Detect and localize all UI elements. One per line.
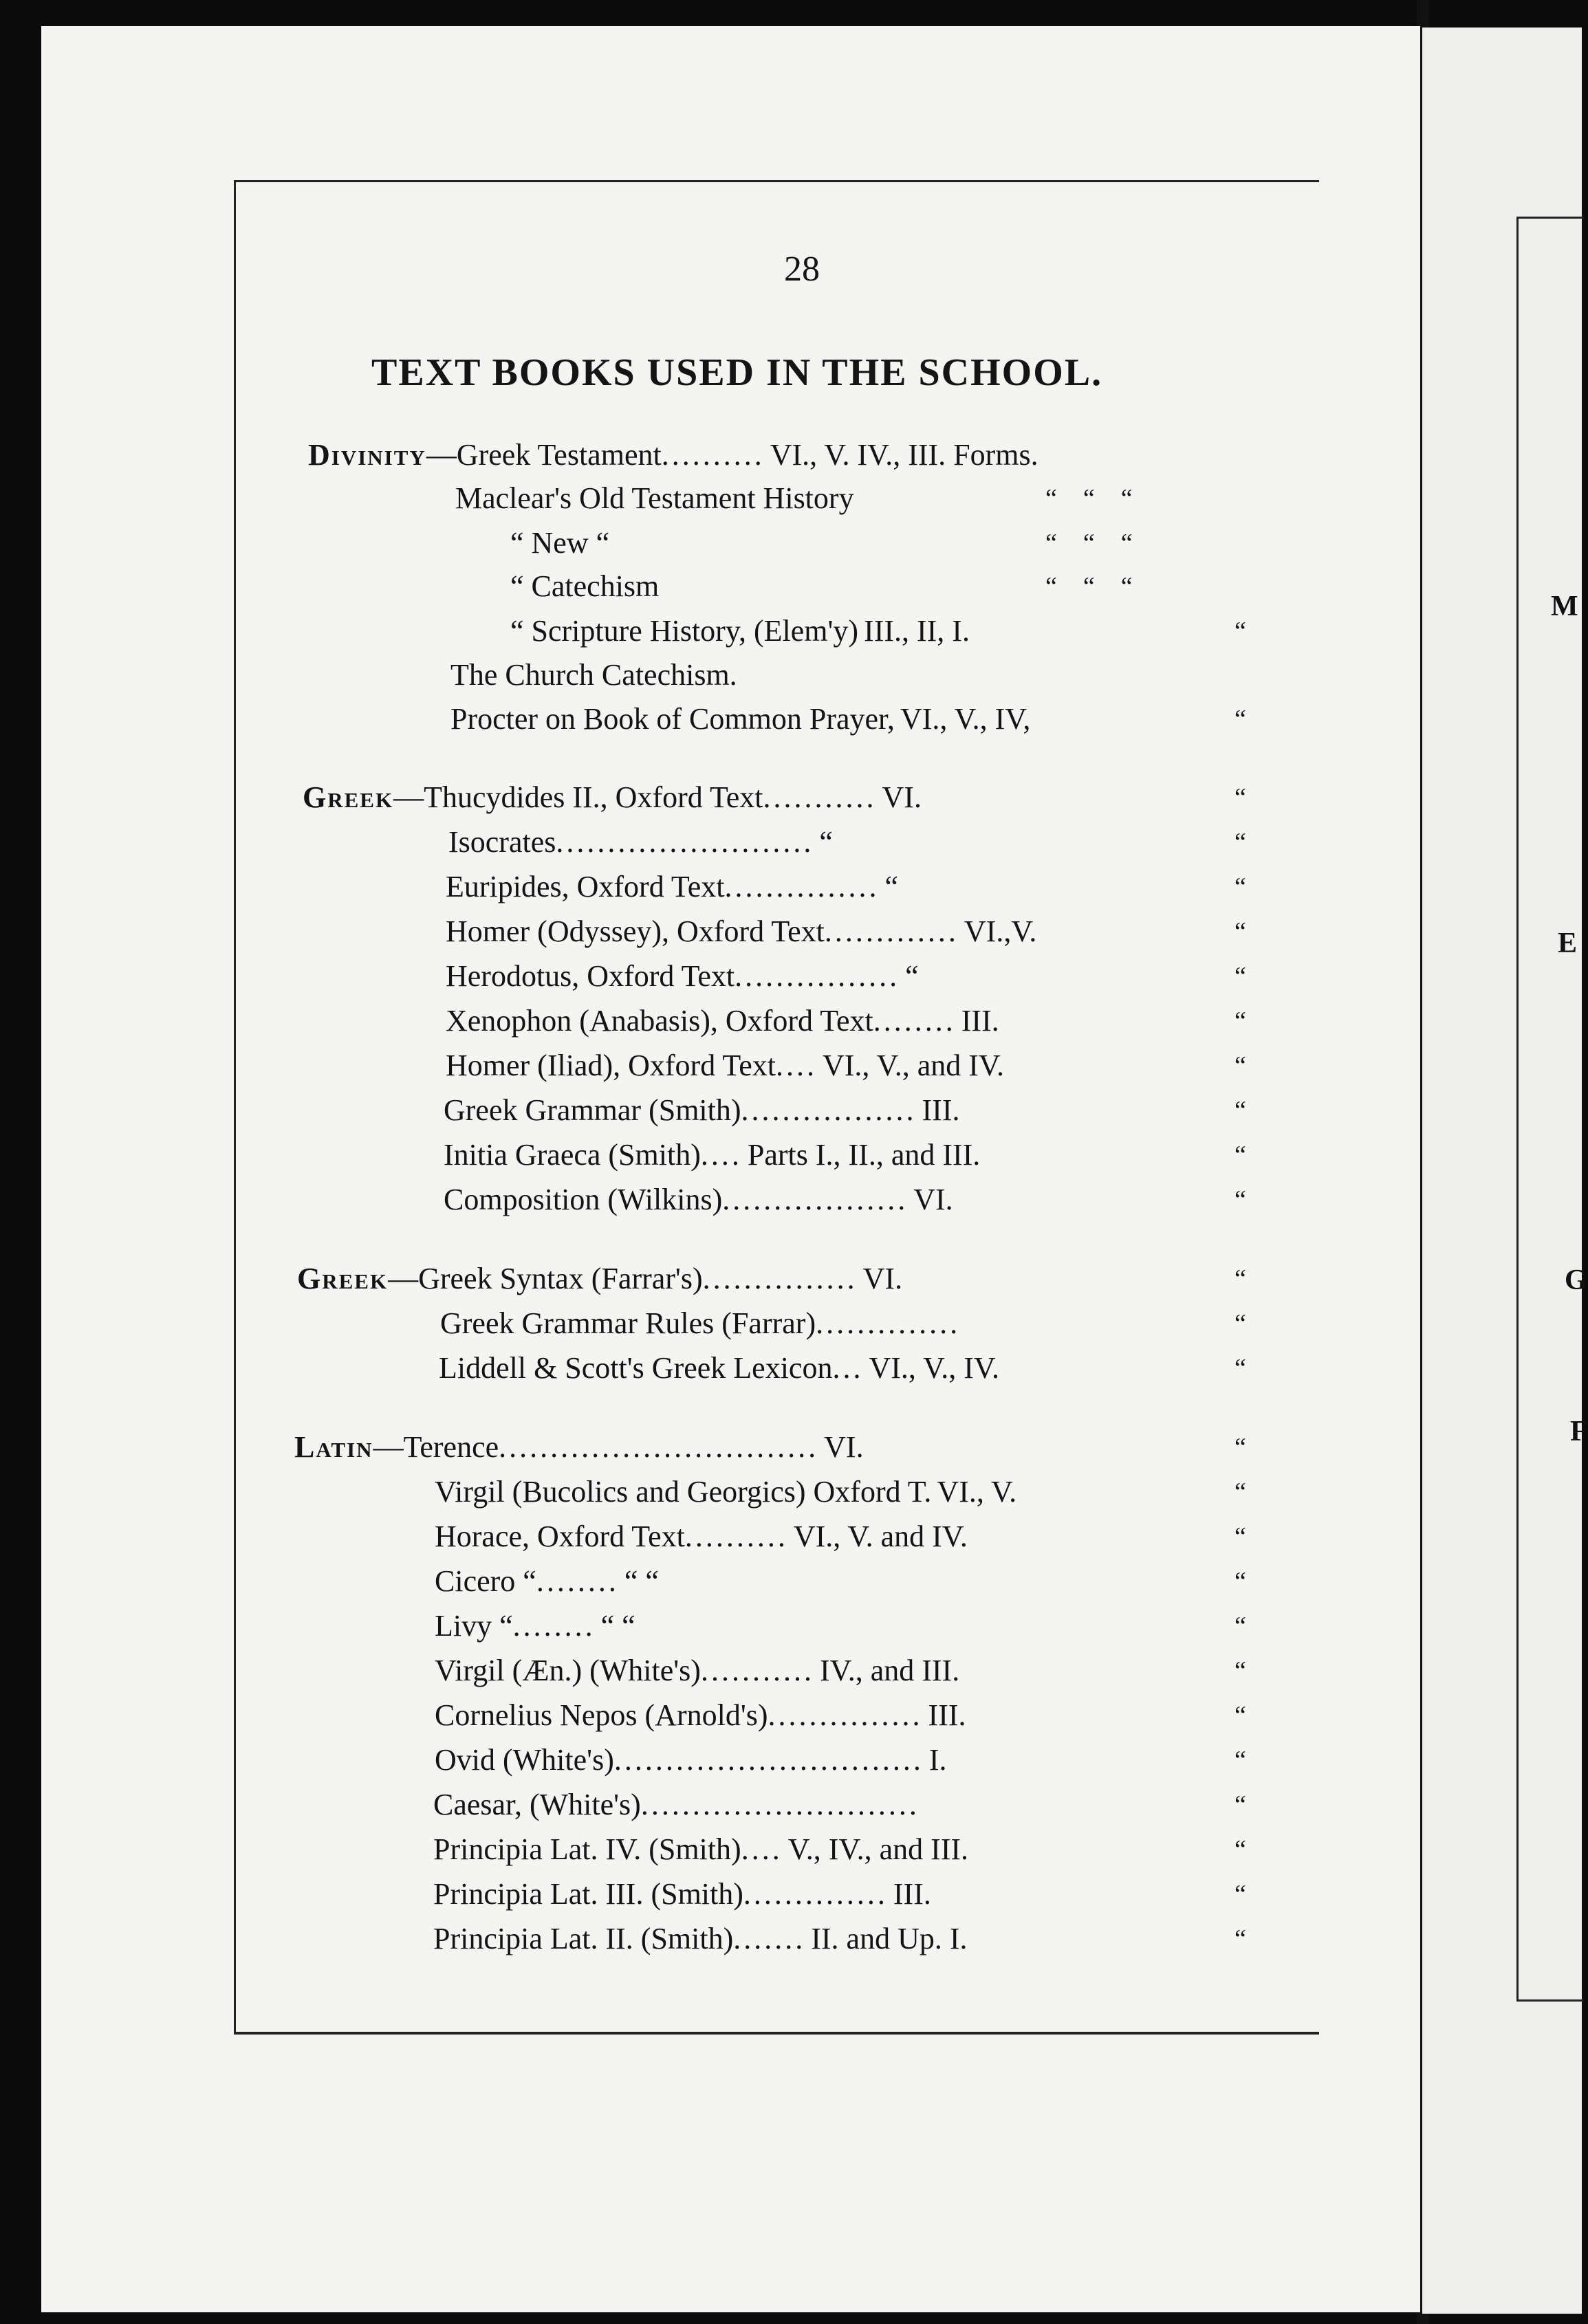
subject-separator: — (426, 438, 457, 472)
forms-used: VI., V. (937, 1475, 1017, 1509)
textbook-entry (435, 1650, 959, 1691)
book-title: Livy “ (435, 1609, 513, 1643)
book-title: Herodotus, Oxford Text (446, 959, 735, 993)
forms-used: “ (884, 870, 899, 903)
textbook-entry (297, 1258, 902, 1300)
forms-used: “ “ (600, 1609, 635, 1643)
forms-used: III. (961, 1004, 999, 1038)
forms-used: II. and Up. I. (811, 1922, 968, 1955)
book-title: Horace, Oxford Text (435, 1520, 685, 1553)
ditto-marks: “ (1234, 1096, 1246, 1125)
right-page-letter: E (1558, 928, 1578, 959)
textbook-entry (450, 699, 1030, 740)
forms-used: IV., and III. (819, 1654, 960, 1687)
page-number: 28 (784, 250, 820, 289)
leader-dots: .......... (684, 1520, 788, 1553)
subject-label: Divinity (308, 438, 426, 472)
leader-dots: ............. (824, 914, 959, 948)
textbook-entry (433, 1829, 968, 1870)
textbook-entry (446, 911, 1036, 952)
forms-used: I. (928, 1743, 947, 1777)
ditto-marks: “ (1234, 1835, 1246, 1864)
forms-used: “ (819, 825, 833, 859)
ditto-marks: “ (1234, 1612, 1246, 1641)
textbook-entry (440, 1303, 960, 1344)
book-title: Greek Testament (456, 438, 662, 472)
ditto-marks: “ (1234, 917, 1246, 946)
book-title: Principia Lat. IV. (Smith) (433, 1832, 741, 1866)
forms-used: Parts I., II., and III. (747, 1138, 981, 1172)
forms-used: VI. (913, 1183, 953, 1216)
leader-dots: ............... (768, 1698, 923, 1732)
book-title: Xenophon (Anabasis), Oxford Text (446, 1004, 873, 1038)
leader-dots: .............. (743, 1877, 888, 1911)
forms-used: VI. (862, 1262, 903, 1295)
leader-dots: ........ (512, 1609, 596, 1643)
book-title: “ Scripture History, (Elem'y) (510, 614, 859, 648)
forms-used: VI., V. IV., III. Forms. (770, 438, 1038, 472)
subject-separator: — (388, 1262, 419, 1295)
textbook-entry (444, 1090, 960, 1131)
subject-separator: — (373, 1430, 404, 1464)
book-title: Cicero “ (435, 1564, 536, 1598)
textbook-entry (435, 1695, 966, 1736)
right-page-letter: F (1570, 1416, 1588, 1447)
book-title: Greek Grammar Rules (Farrar) (440, 1306, 816, 1340)
ditto-marks: “ (1234, 1354, 1246, 1383)
textbook-entry (435, 1740, 947, 1781)
leader-dots: ................ (735, 959, 900, 993)
book-title: Virgil (Bucolics and Georgics) Oxford T. (435, 1475, 932, 1509)
leader-dots: .................. (722, 1183, 909, 1216)
ditto-marks: “ (1234, 1522, 1246, 1551)
book-title: Composition (Wilkins) (444, 1183, 723, 1216)
leader-dots: .... (775, 1049, 817, 1082)
book-title: “ New “ (510, 526, 610, 560)
book-title: Ovid (White's) (435, 1743, 614, 1777)
book-title: Homer (Iliad), Oxford Text (446, 1049, 776, 1082)
textbook-entry (510, 566, 659, 607)
leader-dots: ................. (741, 1093, 917, 1127)
leader-dots: .......... (661, 438, 765, 472)
ditto-marks: “ (1234, 705, 1246, 734)
textbook-entry (294, 1427, 864, 1468)
textbook-entry (433, 1918, 968, 1960)
book-title: Principia Lat. II. (Smith) (433, 1922, 734, 1955)
ditto-marks: “ “ “ (1045, 572, 1133, 601)
book-title: Caesar, (White's) (433, 1788, 641, 1821)
textbook-entry (446, 956, 919, 997)
ditto-marks: “ (1234, 962, 1246, 991)
forms-used: VI., V., and IV. (822, 1049, 1004, 1082)
book-title: Euripides, Oxford Text (446, 870, 725, 903)
leader-dots: ............... (724, 870, 880, 903)
leader-dots: ........... (763, 780, 877, 814)
ditto-marks: “ (1234, 617, 1246, 646)
ditto-marks: “ (1234, 828, 1246, 857)
textbook-entry (435, 1561, 659, 1602)
leader-dots: ........................... (640, 1788, 920, 1821)
textbook-entry (446, 866, 898, 908)
leader-dots: ........ (873, 1004, 956, 1038)
leader-dots: ......................... (556, 825, 814, 859)
forms-used: VI. (824, 1430, 864, 1464)
ditto-marks: “ (1234, 873, 1246, 901)
book-title: Maclear's Old Testament History (455, 481, 854, 515)
book-title: “ Catechism (510, 569, 660, 603)
leader-dots: ....... (733, 1922, 806, 1955)
book-title: Greek Grammar (Smith) (444, 1093, 741, 1127)
forms-used: VI.,V. (964, 914, 1037, 948)
leader-dots: .............. (816, 1306, 961, 1340)
textbook-entry (435, 1605, 635, 1647)
book-title: Procter on Book of Common Prayer, (450, 702, 895, 736)
ditto-marks: “ (1234, 1051, 1246, 1080)
book-title: Greek Syntax (Farrar's) (418, 1262, 703, 1295)
textbook-entry (439, 1348, 999, 1389)
forms-used: III. (893, 1877, 931, 1911)
ditto-marks: “ “ “ (1045, 484, 1133, 513)
leader-dots: .............................. (613, 1743, 924, 1777)
textbook-entry (510, 523, 609, 564)
textbook-entry (455, 478, 854, 519)
forms-used: V., IV., and III. (787, 1832, 969, 1866)
book-title: Principia Lat. III. (Smith) (433, 1877, 743, 1911)
ditto-marks: “ (1234, 1478, 1246, 1506)
ditto-marks: “ (1234, 1185, 1246, 1214)
book-title: Initia Graeca (Smith) (444, 1138, 701, 1172)
leader-dots: ........ (536, 1564, 619, 1598)
ditto-marks: “ “ “ (1045, 529, 1133, 558)
ditto-marks: “ (1234, 1790, 1246, 1819)
right-page-letter: G (1565, 1264, 1587, 1296)
textbook-entry (433, 1784, 920, 1826)
leader-dots: ............................... (499, 1430, 819, 1464)
book-title: Terence (403, 1430, 499, 1464)
ditto-marks: “ (1234, 1925, 1246, 1953)
page-heading: TEXT BOOKS USED IN THE SCHOOL. (371, 351, 1103, 394)
book-title: Isocrates (448, 825, 556, 859)
forms-used: VI., V. and IV. (793, 1520, 968, 1553)
book-title: Virgil (Æn.) (White's) (435, 1654, 701, 1687)
forms-used: VI., V., IV, (900, 702, 1031, 736)
book-title: Thucydides II., Oxford Text (424, 780, 763, 814)
ditto-marks: “ (1234, 1007, 1246, 1035)
textbook-entry (448, 822, 833, 863)
ditto-marks: “ (1234, 1264, 1246, 1293)
ditto-marks: “ (1234, 783, 1246, 812)
ditto-marks: “ (1234, 1746, 1246, 1775)
forms-used: “ (905, 959, 919, 993)
textbook-entry (435, 1471, 1016, 1513)
ditto-marks: “ (1234, 1433, 1246, 1462)
textbook-entry (433, 1874, 931, 1915)
leader-dots: ........... (700, 1654, 814, 1687)
forms-used: “ “ (624, 1564, 659, 1598)
forms-used: VI., V., IV. (869, 1351, 999, 1385)
ditto-marks: “ (1234, 1701, 1246, 1730)
leader-dots: .... (741, 1832, 783, 1866)
forms-used: III., II, I. (864, 614, 970, 648)
subject-label: Latin (294, 1430, 373, 1464)
subject-separator: — (393, 780, 424, 814)
subject-label: Greek (303, 780, 394, 814)
book-title: Cornelius Nepos (Arnold's) (435, 1698, 768, 1732)
textbook-entry (446, 1000, 999, 1042)
right-page-letter: M (1551, 591, 1578, 622)
textbook-entry (510, 611, 970, 652)
textbook-entry (303, 777, 922, 818)
textbook-entry (444, 1179, 953, 1220)
leader-dots: ............... (702, 1262, 858, 1295)
ditto-marks: “ (1234, 1309, 1246, 1338)
textbook-entry (450, 655, 737, 696)
book-title: Liddell & Scott's Greek Lexicon (439, 1351, 833, 1385)
textbook-entry (435, 1516, 968, 1557)
subject-label: Greek (297, 1262, 389, 1295)
leader-dots: ... (832, 1351, 864, 1385)
leader-dots: .... (700, 1138, 742, 1172)
ditto-marks: “ (1234, 1141, 1246, 1170)
book-title: Homer (Odyssey), Oxford Text (446, 914, 825, 948)
textbook-entry (446, 1045, 1004, 1086)
ditto-marks: “ (1234, 1880, 1246, 1909)
book-title: The Church Catechism. (450, 658, 737, 692)
textbook-entry (444, 1134, 980, 1176)
forms-used: VI. (882, 780, 922, 814)
textbook-entry (308, 435, 1038, 476)
forms-used: III. (928, 1698, 966, 1732)
forms-used: III. (922, 1093, 960, 1127)
ditto-marks: “ (1234, 1656, 1246, 1685)
ditto-marks: “ (1234, 1567, 1246, 1596)
